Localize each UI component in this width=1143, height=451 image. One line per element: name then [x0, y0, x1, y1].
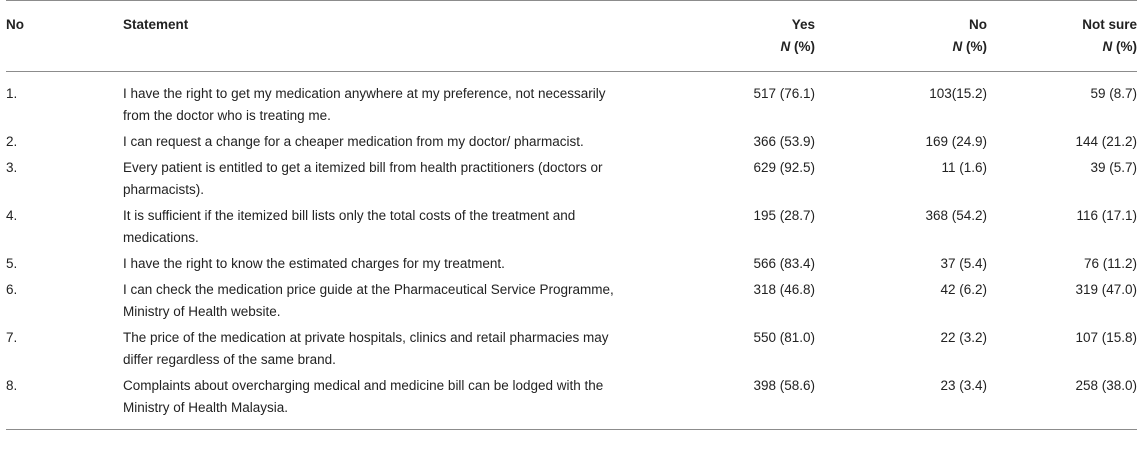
row-statement: I can request a change for a cheaper medication from my doctor/ pharmacist.	[123, 134, 584, 149]
table-row	[6, 131, 1137, 157]
header-not-sure-sub: N (%)	[1102, 39, 1137, 54]
survey-table	[6, 0, 1137, 430]
row-yes-value: 517 (76.1)	[753, 86, 815, 101]
row-not-sure-value: 144 (21.2)	[1075, 134, 1137, 149]
row-number: 7.	[6, 330, 18, 345]
header-row	[6, 1, 1137, 72]
row-statement: The price of the medication at private hospitals, clinics and retail pharmacies may differ regardless of the same brand.	[123, 330, 609, 367]
row-number: 8.	[6, 378, 18, 393]
table-header	[6, 1, 1137, 72]
table-row	[6, 327, 1137, 375]
header-no-col-label: No	[969, 17, 987, 32]
header-no-col-sub: N (%)	[952, 39, 987, 54]
row-not-sure-value: 319 (47.0)	[1075, 282, 1137, 297]
header-no: No	[6, 17, 24, 32]
header-yes	[626, 1, 815, 72]
row-no-value: 11 (1.6)	[941, 160, 987, 175]
row-no-value: 103(15.2)	[929, 86, 987, 101]
row-number: 1.	[6, 86, 18, 101]
row-yes-value: 318 (46.8)	[753, 282, 815, 297]
row-yes-value: 629 (92.5)	[753, 160, 815, 175]
row-not-sure-value: 59 (8.7)	[1090, 86, 1137, 101]
header-yes-sub: N (%)	[780, 39, 815, 54]
row-statement: I have the right to know the estimated charges for my treatment.	[123, 256, 505, 271]
row-not-sure-value: 76 (11.2)	[1083, 256, 1137, 271]
row-yes-value: 195 (28.7)	[753, 208, 815, 223]
table-row	[6, 253, 1137, 279]
header-not-sure-label: Not sure	[1082, 17, 1137, 32]
header-not-sure	[987, 1, 1137, 72]
row-not-sure-value: 116 (17.1)	[1076, 208, 1137, 223]
row-statement: I can check the medication price guide at the Pharmaceutical Service Programme, Ministry of Health website.	[123, 282, 614, 319]
row-no-value: 37 (5.4)	[940, 256, 987, 271]
row-statement: Complaints about overcharging medical and medicine bill can be lodged with the Ministry of Health Malaysia.	[123, 378, 604, 415]
row-statement: I have the right to get my medication anywhere at my preference, not necessarily from the doctor who is treating me.	[123, 86, 606, 123]
table-row	[6, 375, 1137, 430]
row-yes-value: 398 (58.6)	[753, 378, 815, 393]
table-row	[6, 157, 1137, 205]
row-yes-value: 366 (53.9)	[753, 134, 815, 149]
row-no-value: 22 (3.2)	[940, 330, 987, 345]
row-not-sure-value: 39 (5.7)	[1090, 160, 1137, 175]
row-statement: It is sufficient if the itemized bill lists only the total costs of the treatment and medications.	[123, 208, 576, 245]
table-row	[6, 72, 1137, 132]
header-statement: Statement	[123, 17, 189, 32]
row-number: 2.	[6, 134, 18, 149]
row-number: 3.	[6, 160, 18, 175]
table-row	[6, 205, 1137, 253]
row-yes-value: 566 (83.4)	[753, 256, 815, 271]
row-number: 6.	[6, 282, 18, 297]
row-no-value: 368 (54.2)	[925, 208, 987, 223]
row-not-sure-value: 258 (38.0)	[1075, 378, 1137, 393]
row-no-value: 42 (6.2)	[940, 282, 987, 297]
row-number: 5.	[6, 256, 18, 271]
row-not-sure-value: 107 (15.8)	[1075, 330, 1137, 345]
row-number: 4.	[6, 208, 18, 223]
row-no-value: 169 (24.9)	[925, 134, 987, 149]
header-no-col	[815, 1, 987, 72]
header-yes-label: Yes	[791, 17, 815, 32]
row-yes-value: 550 (81.0)	[753, 330, 815, 345]
survey-table-container	[6, 0, 1137, 430]
row-statement: Every patient is entitled to get a itemized bill from health practitioners (doctors or pharmacists).	[123, 160, 603, 197]
row-no-value: 23 (3.4)	[940, 378, 987, 393]
table-row	[6, 279, 1137, 327]
table-body	[6, 72, 1137, 430]
